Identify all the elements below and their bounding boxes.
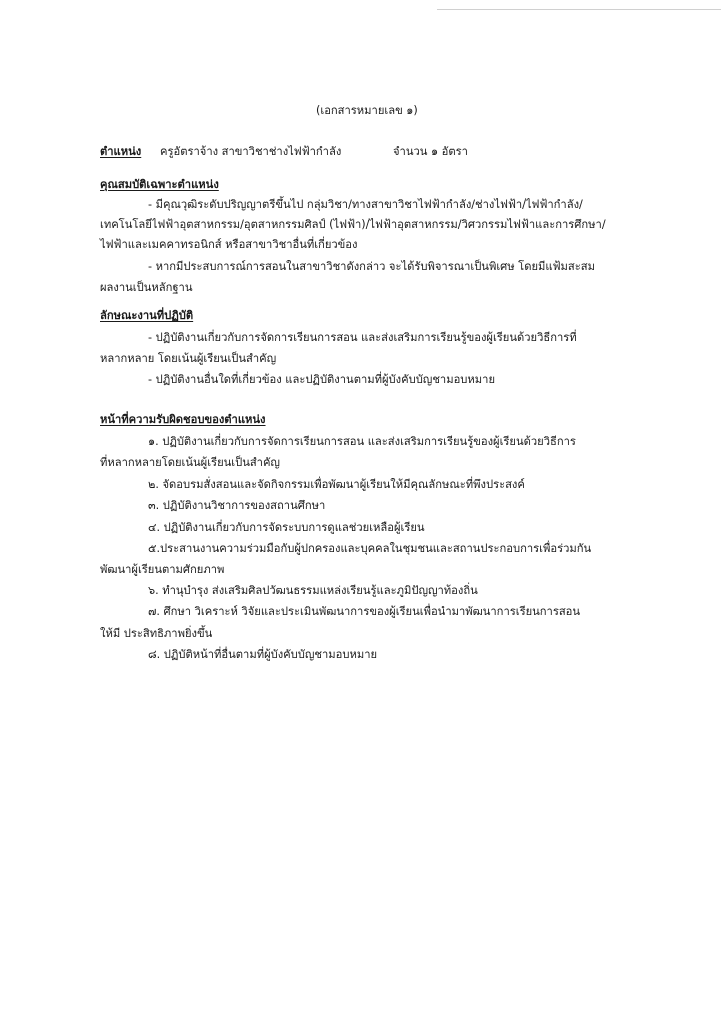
qualifications-heading: คุณสมบัติเฉพาะตำแหน่ง <box>100 178 219 191</box>
scan-edge-line <box>437 9 721 10</box>
qualification-line: - มีคุณวุฒิระดับปริญญาตรีขึ้นไป กลุ่มวิชา/ทางสาขาวิชาไฟฟ้ากำลัง/ช่างไฟฟ้า/ไฟฟ้ากำลัง/ <box>148 198 583 211</box>
duty-line: ๘. ปฏิบัติหน้าที่อื่นตามที่ผู้บังคับบัญชามอบหมาย <box>148 648 378 661</box>
document-reference: (เอกสารหมายเลข ๑) <box>316 104 418 117</box>
duty-line: พัฒนาผู้เรียนตามศักยภาพ <box>100 563 225 576</box>
qualification-line: เทคโนโลยีไฟฟ้าอุตสาหกรรม/อุตสาหกรรมศิลป์ (ไฟฟ้า)/ไฟฟ้าอุตสาหกรรม/วิศวกรรมไฟฟ้าและการศึกษา/ <box>100 218 606 231</box>
qualification-line: ไฟฟ้าและเมคคาทรอนิกส์ หรือสาขาวิชาอื่นที่เกี่ยวข้อง <box>100 238 358 251</box>
position-label: ตำแหน่ง <box>100 145 142 158</box>
job-nature-line: หลากหลาย โดยเน้นผู้เรียนเป็นสำคัญ <box>100 352 277 365</box>
duty-line: ๔. ปฏิบัติงานเกี่ยวกับการจัดระบบการดูแลช่วยเหลือผู้เรียน <box>148 521 425 534</box>
duty-line: ๕.ประสานงานความร่วมมือกับผู้ปกครองและบุคคลในชุมชนและสถานประกอบการเพื่อร่วมกัน <box>148 542 592 555</box>
duty-line: ๓. ปฏิบัติงานวิชาการของสถานศึกษา <box>148 499 326 512</box>
position-title: ครูอัตราจ้าง สาขาวิชาช่างไฟฟ้ากำลัง <box>160 145 342 158</box>
duties-heading: หน้าที่ความรับผิดชอบของตำแหน่ง <box>100 413 266 426</box>
job-nature-heading: ลักษณะงานที่ปฏิบัติ <box>100 309 194 322</box>
duty-line: ให้มี ประสิทธิภาพยิ่งขึ้น <box>100 627 213 640</box>
duty-line: ที่หลากหลายโดยเน้นผู้เรียนเป็นสำคัญ <box>100 456 280 469</box>
position-count: จำนวน ๑ อัตรา <box>393 145 468 158</box>
duty-line: ๑. ปฏิบัติงานเกี่ยวกับการจัดการเรียนการสอน และส่งเสริมการเรียนรู้ของผู้เรียนด้วยวิธีการ <box>148 435 576 448</box>
job-nature-line: - ปฏิบัติงานอื่นใดที่เกี่ยวข้อง และปฏิบัติงานตามที่ผู้บังคับบัญชามอบหมาย <box>148 373 495 386</box>
duty-line: ๒. จัดอบรมสั่งสอนและจัดกิจกรรมเพื่อพัฒนาผู้เรียนให้มีคุณลักษณะที่พึงประสงค์ <box>148 478 525 491</box>
job-nature-line: - ปฏิบัติงานเกี่ยวกับการจัดการเรียนการสอน และส่งเสริมการเรียนรู้ของผู้เรียนด้วยวิธีการที่ <box>148 331 577 344</box>
qualification-line: - หากมีประสบการณ์การสอนในสาขาวิชาดังกล่าว จะได้รับพิจารณาเป็นพิเศษ โดยมีแฟ้มสะสม <box>148 260 595 273</box>
qualification-line: ผลงานเป็นหลักฐาน <box>100 281 193 294</box>
duty-line: ๖. ทำนุบำรุง ส่งเสริมศิลปวัฒนธรรมแหล่งเรียนรู้และภูมิปัญญาท้องถิ่น <box>148 584 478 597</box>
duty-line: ๗. ศึกษา วิเคราะห์ วิจัยและประเมินพัฒนาการของผู้เรียนเพื่อนำมาพัฒนาการเรียนการสอน <box>148 605 581 618</box>
